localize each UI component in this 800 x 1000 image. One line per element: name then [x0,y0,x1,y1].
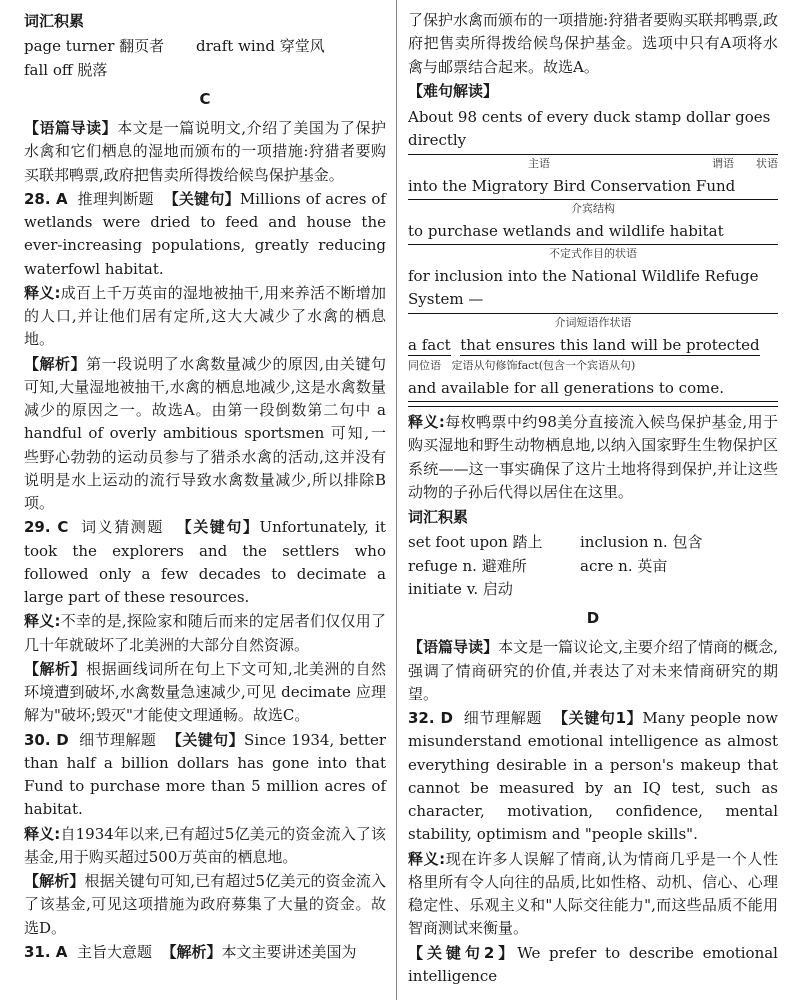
q30-key [24,729,386,822]
q28-key-text: Millions of acres of wetlands were dried to feed and house the ever-increasing populations, greatly reducing waterfowl habitat. [24,189,386,278]
intro-text: 本文是一篇说明文,介绍了美国为了保护水禽和它们栖息的湿地而颁布的一项措施:狩猎者要购买联邦鸭票,政府把售卖所得拨给候鸟保护基金。 [24,119,386,184]
parse-line-5a: a fact [408,335,451,354]
parse-line-1: About 98 cents of every duck stamp dollar goes directly [408,106,778,155]
vocab-list-right [408,531,778,601]
q29-analysis-label: 【解析】 [24,659,87,678]
q32-key-label: 【关键句1】 [552,709,643,728]
q32-type: 细节理解题 [463,709,543,728]
vocab-item: set foot upon 踏上 [408,533,543,552]
annot-attributive: 定语从句修饰fact(包含一个宾语从句) [451,358,636,372]
passage-intro-d [408,636,778,706]
q30-key-text: Since 1934, better than half a billion dollars has gone into that Fund to purchase more than 5 million acres of habitat. [24,730,387,819]
parse-trans-text: 每枚鸭票中约98美分直接流入候鸟保护基金,用于购买湿地和野生动物栖息地,以纳入国家野生生物保护区系统——这一事实确保了这片土地将得到保护,并让这些动物的子孙后代得以居住在这里。 [408,413,779,501]
q32-key-text: Many people now misunderstand emotional intelligence as almost everything desirable in a person's makeup that cannot be measured by an IQ test, such as character, motivation, confidence, mental stability, optimism and "people skills". [408,709,778,844]
q30-translation [24,823,386,870]
q29-translation [24,610,386,657]
parse-line-2: into the Migratory Bird Conservation Fund [408,175,778,200]
intro-label-d: 【语篇导读】 [408,638,499,657]
q29-analysis [24,658,386,728]
section-c-heading: C [199,89,211,108]
q32-number: 32. D [408,709,453,728]
q31-key [24,941,386,964]
left-column [24,8,386,965]
q29-trans-label: 释义: [24,612,61,631]
parse-line-6: and available for all generations to come. [408,377,778,402]
vocab-title-right: 词汇积累 [408,508,469,527]
annot-adverbial: 状语 [756,156,778,170]
q28-key [24,188,386,281]
section-d-heading: D [586,609,600,628]
parse-annot-5 [408,357,778,374]
q28-type: 推理判断题 [77,189,154,208]
q31-analysis-label: 【解析】 [161,942,222,961]
intro-label: 【语篇导读】 [24,119,118,137]
q29-key-text: Unfortunately, it took the explorers and the settlers who followed only a few decades to decimate a large part of these resources. [24,518,386,606]
q29-analysis-text: 根据画线词所在句上下文可知,北美洲的自然环境遭到破坏,水禽数量急速减少,可见 decimate 应理解为"破坏;毁灭"才能使文理通畅。故选C。 [24,659,386,725]
parse-annot-4: 介词短语作状语 [554,315,632,329]
q31-number: 31. A [24,942,68,961]
q29-key [24,516,386,609]
q32-key [408,707,778,847]
q30-number: 30. D [24,730,69,749]
q32-trans-label: 释义: [408,849,446,868]
parse-annot-3: 不定式作目的状语 [549,247,637,261]
q28-analysis [24,353,386,516]
q28-trans-text: 成百上千万英亩的湿地被抽干,用来养活不断增加的人口,并让他们居有定所,这大大减少了水禽的栖息地。 [24,283,387,349]
q32-translation [408,848,778,941]
right-column [408,8,778,989]
annot-appositive: 同位语 [408,358,441,372]
q32-key2-text: We prefer to describe emotional intelligence [408,943,778,985]
vocab-item: fall off 脱落 [24,60,108,79]
q30-analysis-label: 【解析】 [24,872,85,890]
q28-trans-label: 释义: [24,283,61,302]
vocab-item: inclusion n. 包含 [580,533,703,552]
column-divider [396,0,397,1000]
q29-type: 词义猜测题 [81,518,164,537]
parse-line-5 [408,334,778,357]
sentence-parse [408,106,778,402]
parse-translation [408,411,778,504]
q30-analysis [24,870,386,940]
intro-text-d: 本文是一篇议论文,主要介绍了情商的概念,强调了情商研究的价值,并表达了对未来情商研究的期望。 [408,638,778,703]
q29-number: 29. C [24,518,69,537]
annot-predicate: 谓语 [712,156,734,170]
vocab-item: draft wind 穿堂风 [196,37,325,56]
annot-subject: 主语 [528,156,550,170]
parse-line-3: to purchase wetlands and wildlife habitat [408,220,778,245]
section-rule [408,406,778,407]
q28-analysis-text: 第一段说明了水禽数量减少的原因,由关键句可知,大量湿地被抽干,水禽的栖息地减少,这是水禽数量减少的原因之一。故选A。由第一段倒数第二句中 a handful of overly ambitious sportsmen 可知,一些野心勃勃的运动员参与了猎杀水禽的活动,这并没有说明是水上运动的流行导致水禽数量减少,所以排除B项。 [24,354,386,512]
parse-annot-2: 介宾结构 [571,201,615,215]
q32-key2-label: 【关键句2】 [408,943,518,962]
parse-trans-label: 释义: [408,413,445,432]
q31-type: 主旨大意题 [76,942,152,961]
passage-intro [24,117,386,187]
q28-analysis-label: 【解析】 [24,354,87,373]
q28-number: 28. A [24,189,68,208]
vocab-item: page turner 翻页者 [24,37,165,56]
q31-analysis-text: 本文主要讲述美国为 [221,942,357,961]
vocab-item: refuge n. 避难所 [408,556,527,575]
vocab-item [196,59,386,82]
q31-continued: 了保护水禽而颁布的一项措施:狩猎者要购买联邦鸭票,政府把售卖所得拨给候鸟保护基金。选项中只有A项将水禽与邮票结合起来。故选A。 [408,11,778,76]
vocab-item [580,578,778,601]
parse-line-4: for inclusion into the National Wildlife Refuge System — [408,265,778,314]
vocab-title: 词汇积累 [24,12,85,30]
vocab-list [24,35,386,82]
parse-line-5b: that ensures this land will be protected [460,335,760,354]
q29-trans-text: 不幸的是,探险家和随后而来的定居者们仅仅用了几十年就破坏了北美洲的大部分自然资源。 [24,612,387,654]
q28-key-label: 【关键句】 [163,189,240,208]
q30-key-label: 【关键句】 [166,730,245,749]
q29-key-label: 【关键句】 [176,518,260,537]
q28-translation [24,282,386,352]
vocab-item: acre n. 英亩 [580,556,668,575]
vocab-item: initiate v. 启动 [408,579,513,598]
difficult-sentence-title: 【难句解读】 [408,81,499,100]
q32-trans-text: 现在许多人误解了情商,认为情商几乎是一个人性格里所有令人向往的品质,比如性格、动机、信心、心理稳定性、乐观主义和"人际交往能力",而这些品质不能用智商测试来衡量。 [408,849,778,938]
parse-annot-1 [408,155,778,172]
q30-type: 细节理解题 [79,730,157,749]
q30-trans-text: 自1934年以来,已有超过5亿美元的资金流入了该基金,用于购买超过500万英亩的栖息地。 [24,824,386,866]
q30-analysis-text: 根据关键句可知,已有超过5亿美元的资金流入了该基金,可见这项措施为政府募集了大量的资金。故选D。 [24,872,386,937]
q32-key2 [408,942,778,989]
q30-trans-label: 释义: [24,824,61,843]
